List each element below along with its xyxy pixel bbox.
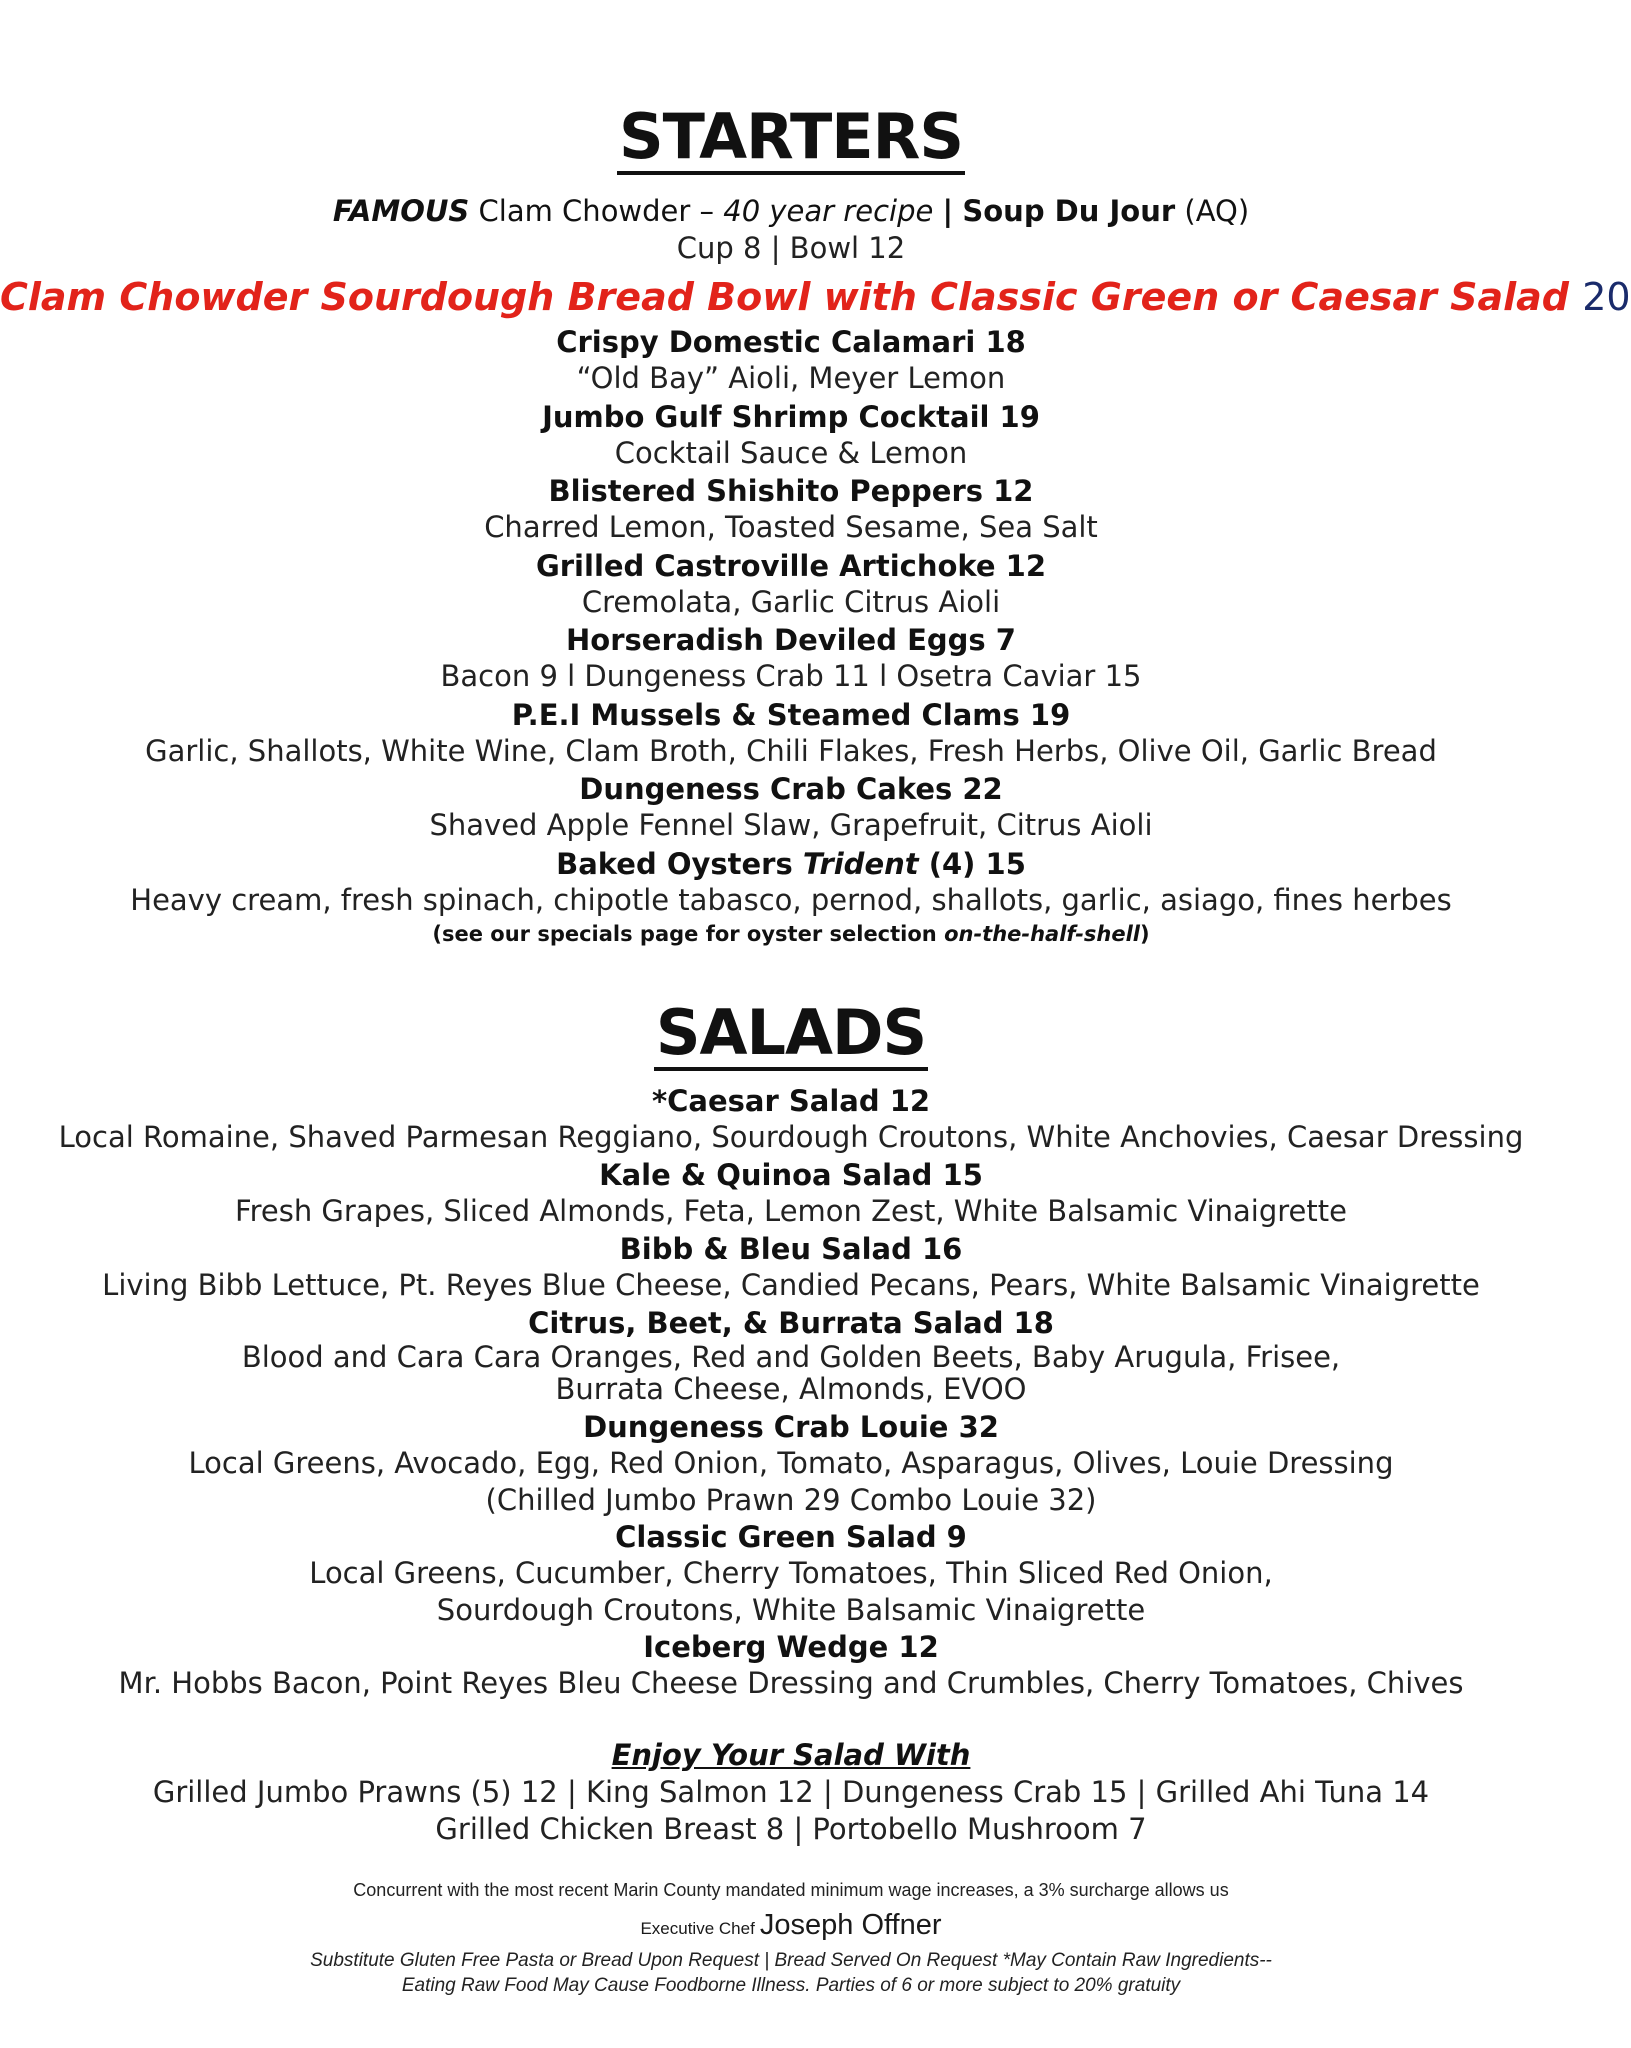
starter-item: [0, 399, 1582, 474]
starter-item: [0, 548, 1582, 623]
oysters-note: [0, 919, 1582, 949]
salad-item: [0, 1231, 1582, 1305]
salad-item-desc: (Chilled Jumbo Prawn 29 Combo Louie 32): [485, 1483, 1097, 1517]
salad-item-desc: Living Bibb Lettuce, Pt. Reyes Blue Cheese, Candied Pecans, Pears, White Balsamic Vinaigrette: [102, 1268, 1480, 1302]
chef-line: [0, 1906, 1582, 1948]
chowder-separator: |: [942, 194, 954, 228]
starter-item: [0, 697, 1582, 772]
salads-title: SALADS: [654, 1000, 928, 1071]
recipe-label: 40 year recipe: [723, 194, 934, 228]
starters-header: [0, 100, 1582, 175]
salad-item-name: Iceberg Wedge 12: [643, 1630, 939, 1664]
chowder-sizes: Cup 8 | Bowl 12: [676, 231, 906, 265]
starter-item-name: Dungeness Crab Cakes 22: [579, 772, 1003, 806]
oysters-name: [0, 846, 1582, 882]
aq-label: (AQ): [1184, 194, 1250, 228]
salad-item-name: Dungeness Crab Louie 32: [583, 1410, 999, 1444]
salad-item: [0, 1629, 1582, 1703]
starter-item-name: Jumbo Gulf Shrimp Cocktail 19: [542, 399, 1040, 434]
salad-item: [0, 1157, 1582, 1231]
starter-item-name: Grilled Castroville Artichoke 12: [535, 548, 1047, 583]
starter-item-desc: Garlic, Shallots, White Wine, Clam Broth, Chili Flakes, Fresh Herbs, Olive Oil, Garlic Bread: [145, 733, 1437, 768]
addons-block: [0, 1736, 1582, 1848]
salad-item: [0, 1305, 1582, 1409]
starter-item-desc: Charred Lemon, Toasted Sesame, Sea Salt: [484, 510, 1098, 544]
salad-item-name: Kale & Quinoa Salad 15: [599, 1158, 983, 1192]
chowder-line: [0, 192, 1582, 230]
oysters-desc: Heavy cream, fresh spinach, chipotle tabasco, pernod, shallots, garlic, asiago, fines herbes: [130, 882, 1452, 917]
salad-item-desc: Burrata Cheese, Almonds, EVOO: [555, 1372, 1027, 1406]
fine-print-2: Eating Raw Food May Cause Foodborne Illness. Parties of 6 or more subject to 20% gratuity: [401, 1975, 1181, 1996]
oysters-note-b: on-the-half-shell: [944, 921, 1140, 946]
starter-item-desc: “Old Bay” Aioli, Meyer Lemon: [576, 361, 1006, 395]
bread-bowl-promo: [0, 272, 1631, 322]
addons-title: Enjoy Your Salad With: [611, 1738, 971, 1772]
starter-item-name: Horseradish Deviled Eggs 7: [566, 623, 1016, 657]
salads-list: [0, 1083, 1582, 1703]
salad-item-name: *Caesar Salad 12: [651, 1084, 931, 1118]
salad-item-desc: Local Greens, Cucumber, Cherry Tomatoes, Thin Sliced Red Onion,: [309, 1556, 1273, 1590]
surcharge-note: Concurrent with the most recent Marin County mandated minimum wage increases, a 3% surcharge allows us: [353, 1880, 1229, 1900]
salad-item-name: Classic Green Salad 9: [615, 1520, 967, 1554]
salad-item-name: Bibb & Bleu Salad 16: [619, 1232, 963, 1266]
starter-item-oysters: [0, 846, 1582, 949]
chef-label: Executive Chef: [640, 1919, 755, 1938]
salad-item: [0, 1409, 1582, 1519]
soup-du-jour-label: Soup Du Jour: [962, 194, 1176, 228]
starter-item-desc: Cocktail Sauce & Lemon: [614, 435, 968, 470]
starter-item-name: Crispy Domestic Calamari 18: [556, 325, 1026, 359]
starter-item-desc: Bacon 9 l Dungeness Crab 11 l Osetra Caviar 15: [440, 659, 1142, 693]
oysters-name-b: Trident: [802, 846, 919, 881]
salad-item-desc: Blood and Cara Cara Oranges, Red and Golden Beets, Baby Arugula, Frisee,: [241, 1340, 1341, 1374]
starter-item-name: Blistered Shishito Peppers 12: [548, 474, 1034, 508]
starter-item: [0, 771, 1582, 846]
starters-list: [0, 324, 1582, 949]
starter-item-name: P.E.I Mussels & Steamed Clams 19: [511, 697, 1071, 732]
clam-chowder-label: Clam Chowder –: [478, 194, 715, 228]
salad-item-desc: Local Greens, Avocado, Egg, Red Onion, Tomato, Asparagus, Olives, Louie Dressing: [188, 1446, 1394, 1480]
starter-item-desc: Shaved Apple Fennel Slaw, Grapefruit, Citrus Aioli: [429, 808, 1153, 842]
famous-label: FAMOUS: [332, 194, 470, 228]
starter-item: [0, 622, 1582, 697]
oysters-name-c: (4) 15: [928, 846, 1026, 881]
footer: [0, 1876, 1582, 1998]
chef-name: Joseph Offner: [759, 1909, 942, 1941]
promo-text: Clam Chowder Sourdough Bread Bowl with Classic Green or Caesar Salad: [0, 275, 1569, 319]
chowder-block: [0, 192, 1582, 267]
starter-item-desc: Cremolata, Garlic Citrus Aioli: [581, 584, 1001, 619]
salads-header: [0, 996, 1582, 1071]
salad-item: [0, 1519, 1582, 1629]
addons-line-1: Grilled Jumbo Prawns (5) 12 | King Salmon 12 | Dungeness Crab 15 | Grilled Ahi Tuna 14: [152, 1775, 1430, 1809]
salad-item: [0, 1083, 1582, 1157]
salad-item-name: Citrus, Beet, & Burrata Salad 18: [528, 1306, 1054, 1340]
starters-title: STARTERS: [617, 104, 965, 175]
salad-item-desc: Sourdough Croutons, White Balsamic Vinaigrette: [436, 1593, 1146, 1627]
salad-item-desc: Local Romaine, Shaved Parmesan Reggiano, Sourdough Croutons, White Anchovies, Caesar Dressing: [58, 1120, 1524, 1154]
oysters-note-a: (see our specials page for oyster selection: [432, 921, 937, 946]
salad-item-desc: Fresh Grapes, Sliced Almonds, Feta, Lemon Zest, White Balsamic Vinaigrette: [235, 1194, 1347, 1228]
starter-item: [0, 473, 1582, 548]
promo-line: [0, 272, 1631, 322]
promo-price: 20: [1582, 275, 1631, 319]
oysters-name-a: Baked Oysters: [556, 846, 793, 881]
starter-item: [0, 324, 1582, 399]
fine-print-1: Substitute Gluten Free Pasta or Bread Upon Request | Bread Served On Request *May Contain Raw Ingredients--: [310, 1950, 1272, 1971]
addons-line-2: Grilled Chicken Breast 8 | Portobello Mushroom 7: [435, 1812, 1147, 1846]
oysters-note-c: ): [1140, 921, 1150, 946]
salad-item-desc: Mr. Hobbs Bacon, Point Reyes Bleu Cheese Dressing and Crumbles, Cherry Tomatoes, Chives: [118, 1666, 1464, 1700]
